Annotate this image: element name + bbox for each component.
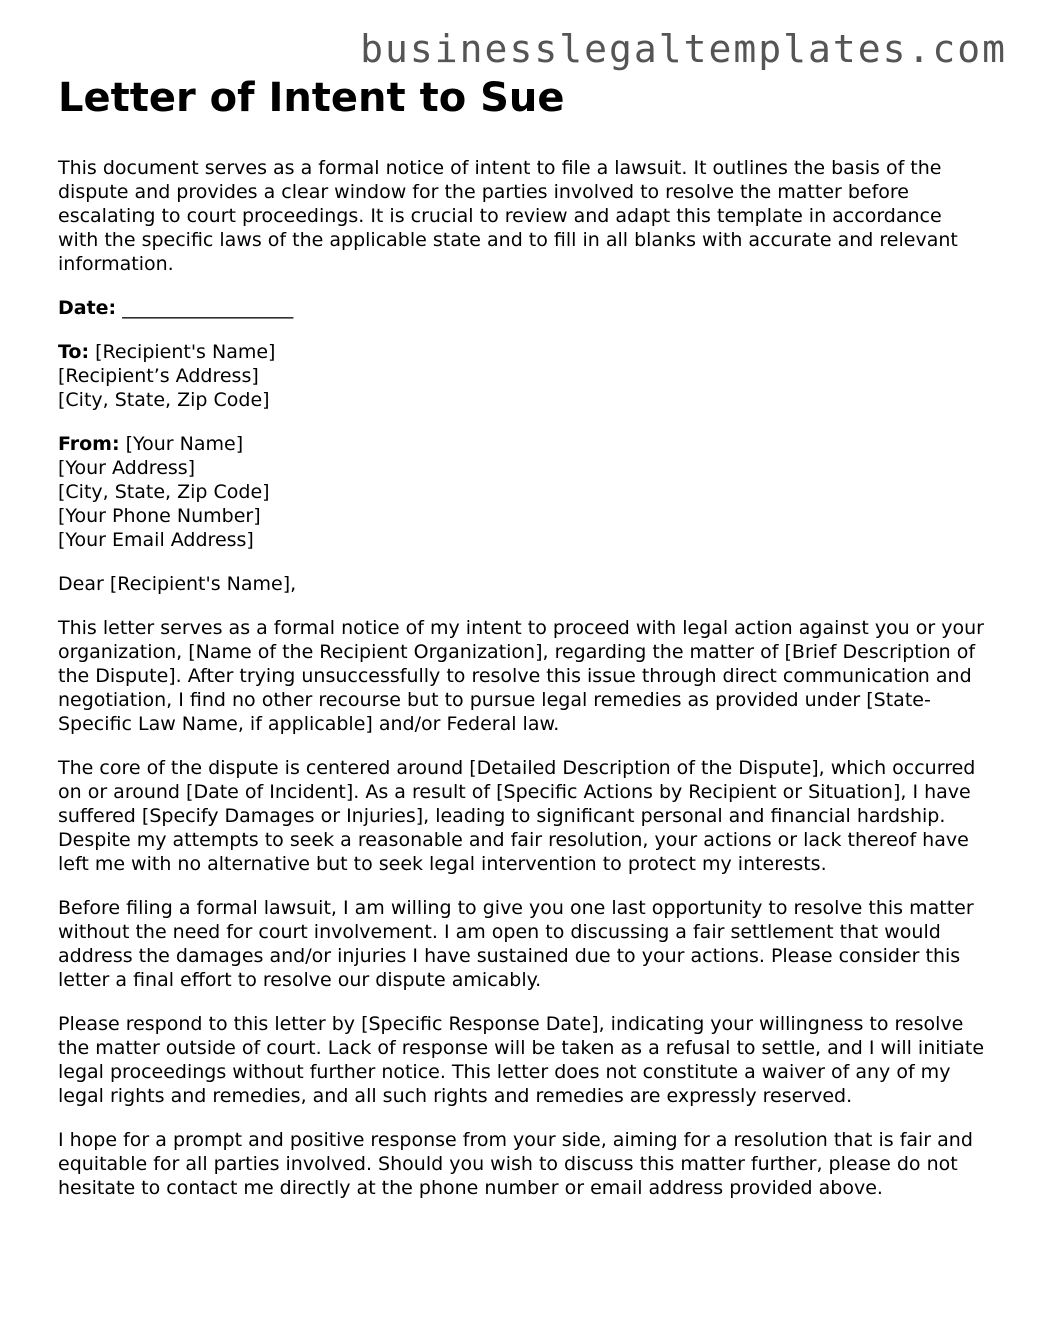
from-label: From: <box>58 433 120 455</box>
sender-address: [Your Address] <box>58 457 196 479</box>
sender-email: [Your Email Address] <box>58 529 254 551</box>
recipient-block <box>58 340 988 412</box>
body-paragraph: Before filing a formal lawsuit, I am willing to give you one last opportunity to resolve this matter without the need for court involvement. I am open to discussing a fair settlement that would address the damages and/or injuries I have sustained due to your actions. Please consider this letter a final effort to resolve our dispute amicably. <box>58 897 974 991</box>
sender-phone: [Your Phone Number] <box>58 505 261 527</box>
document-title: Letter of Intent to Sue <box>58 75 565 121</box>
date-label: Date: <box>58 297 117 319</box>
sender-name: [Your Name] <box>125 433 244 455</box>
document-page <box>58 74 988 1220</box>
recipient-name: [Recipient's Name] <box>95 341 276 363</box>
recipient-city: [City, State, Zip Code] <box>58 389 270 411</box>
to-label: To: <box>58 341 90 363</box>
intro-paragraph: This document serves as a formal notice of intent to file a lawsuit. It outlines the basis of the dispute and provides a clear window for the parties involved to resolve the matter before escalating to court proceedings. It is crucial to review and adapt this template in accordance with the specific laws of the applicable state and to fill in all blanks with accurate and relevant information. <box>58 157 958 275</box>
date-line <box>58 296 988 320</box>
watermark: businesslegaltemplates.com <box>360 27 1007 71</box>
recipient-address: [Recipient’s Address] <box>58 365 259 387</box>
body-paragraph: I hope for a prompt and positive response from your side, aiming for a resolution that is fair and equitable for all parties involved. Should you wish to discuss this matter further, please do not hesitate to contact me directly at the phone number or email address provided above. <box>58 1129 973 1199</box>
salutation: Dear [Recipient's Name], <box>58 573 297 595</box>
date-blank: __________________ <box>122 297 294 319</box>
sender-city: [City, State, Zip Code] <box>58 481 270 503</box>
body-paragraph: This letter serves as a formal notice of my intent to proceed with legal action against you or your organization, [Name of the Recipient Organization], regarding the matter of [Brief Description of the Dispute]. After trying unsuccessfully to resolve this issue through direct communication and negotiation, I find no other recourse but to pursue legal remedies as provided under [State-Specific Law Name, if applicable] and/or Federal law. <box>58 617 984 735</box>
body-paragraph: The core of the dispute is centered around [Detailed Description of the Dispute], which occurred on or around [Date of Incident]. As a result of [Specific Actions by Recipient or Situation], I have suffered [Specify Damages or Injuries], leading to significant personal and financial hardship. Despite my attempts to seek a reasonable and fair resolution, your actions or lack thereof have left me with no alternative but to seek legal intervention to protect my interests. <box>58 757 976 875</box>
sender-block <box>58 432 988 552</box>
body-paragraph: Please respond to this letter by [Specific Response Date], indicating your willingness to resolve the matter outside of court. Lack of response will be taken as a refusal to settle, and I will initiate legal proceedings without further notice. This letter does not constitute a waiver of any of my legal rights and remedies, and all such rights and remedies are expressly reserved. <box>58 1013 985 1107</box>
